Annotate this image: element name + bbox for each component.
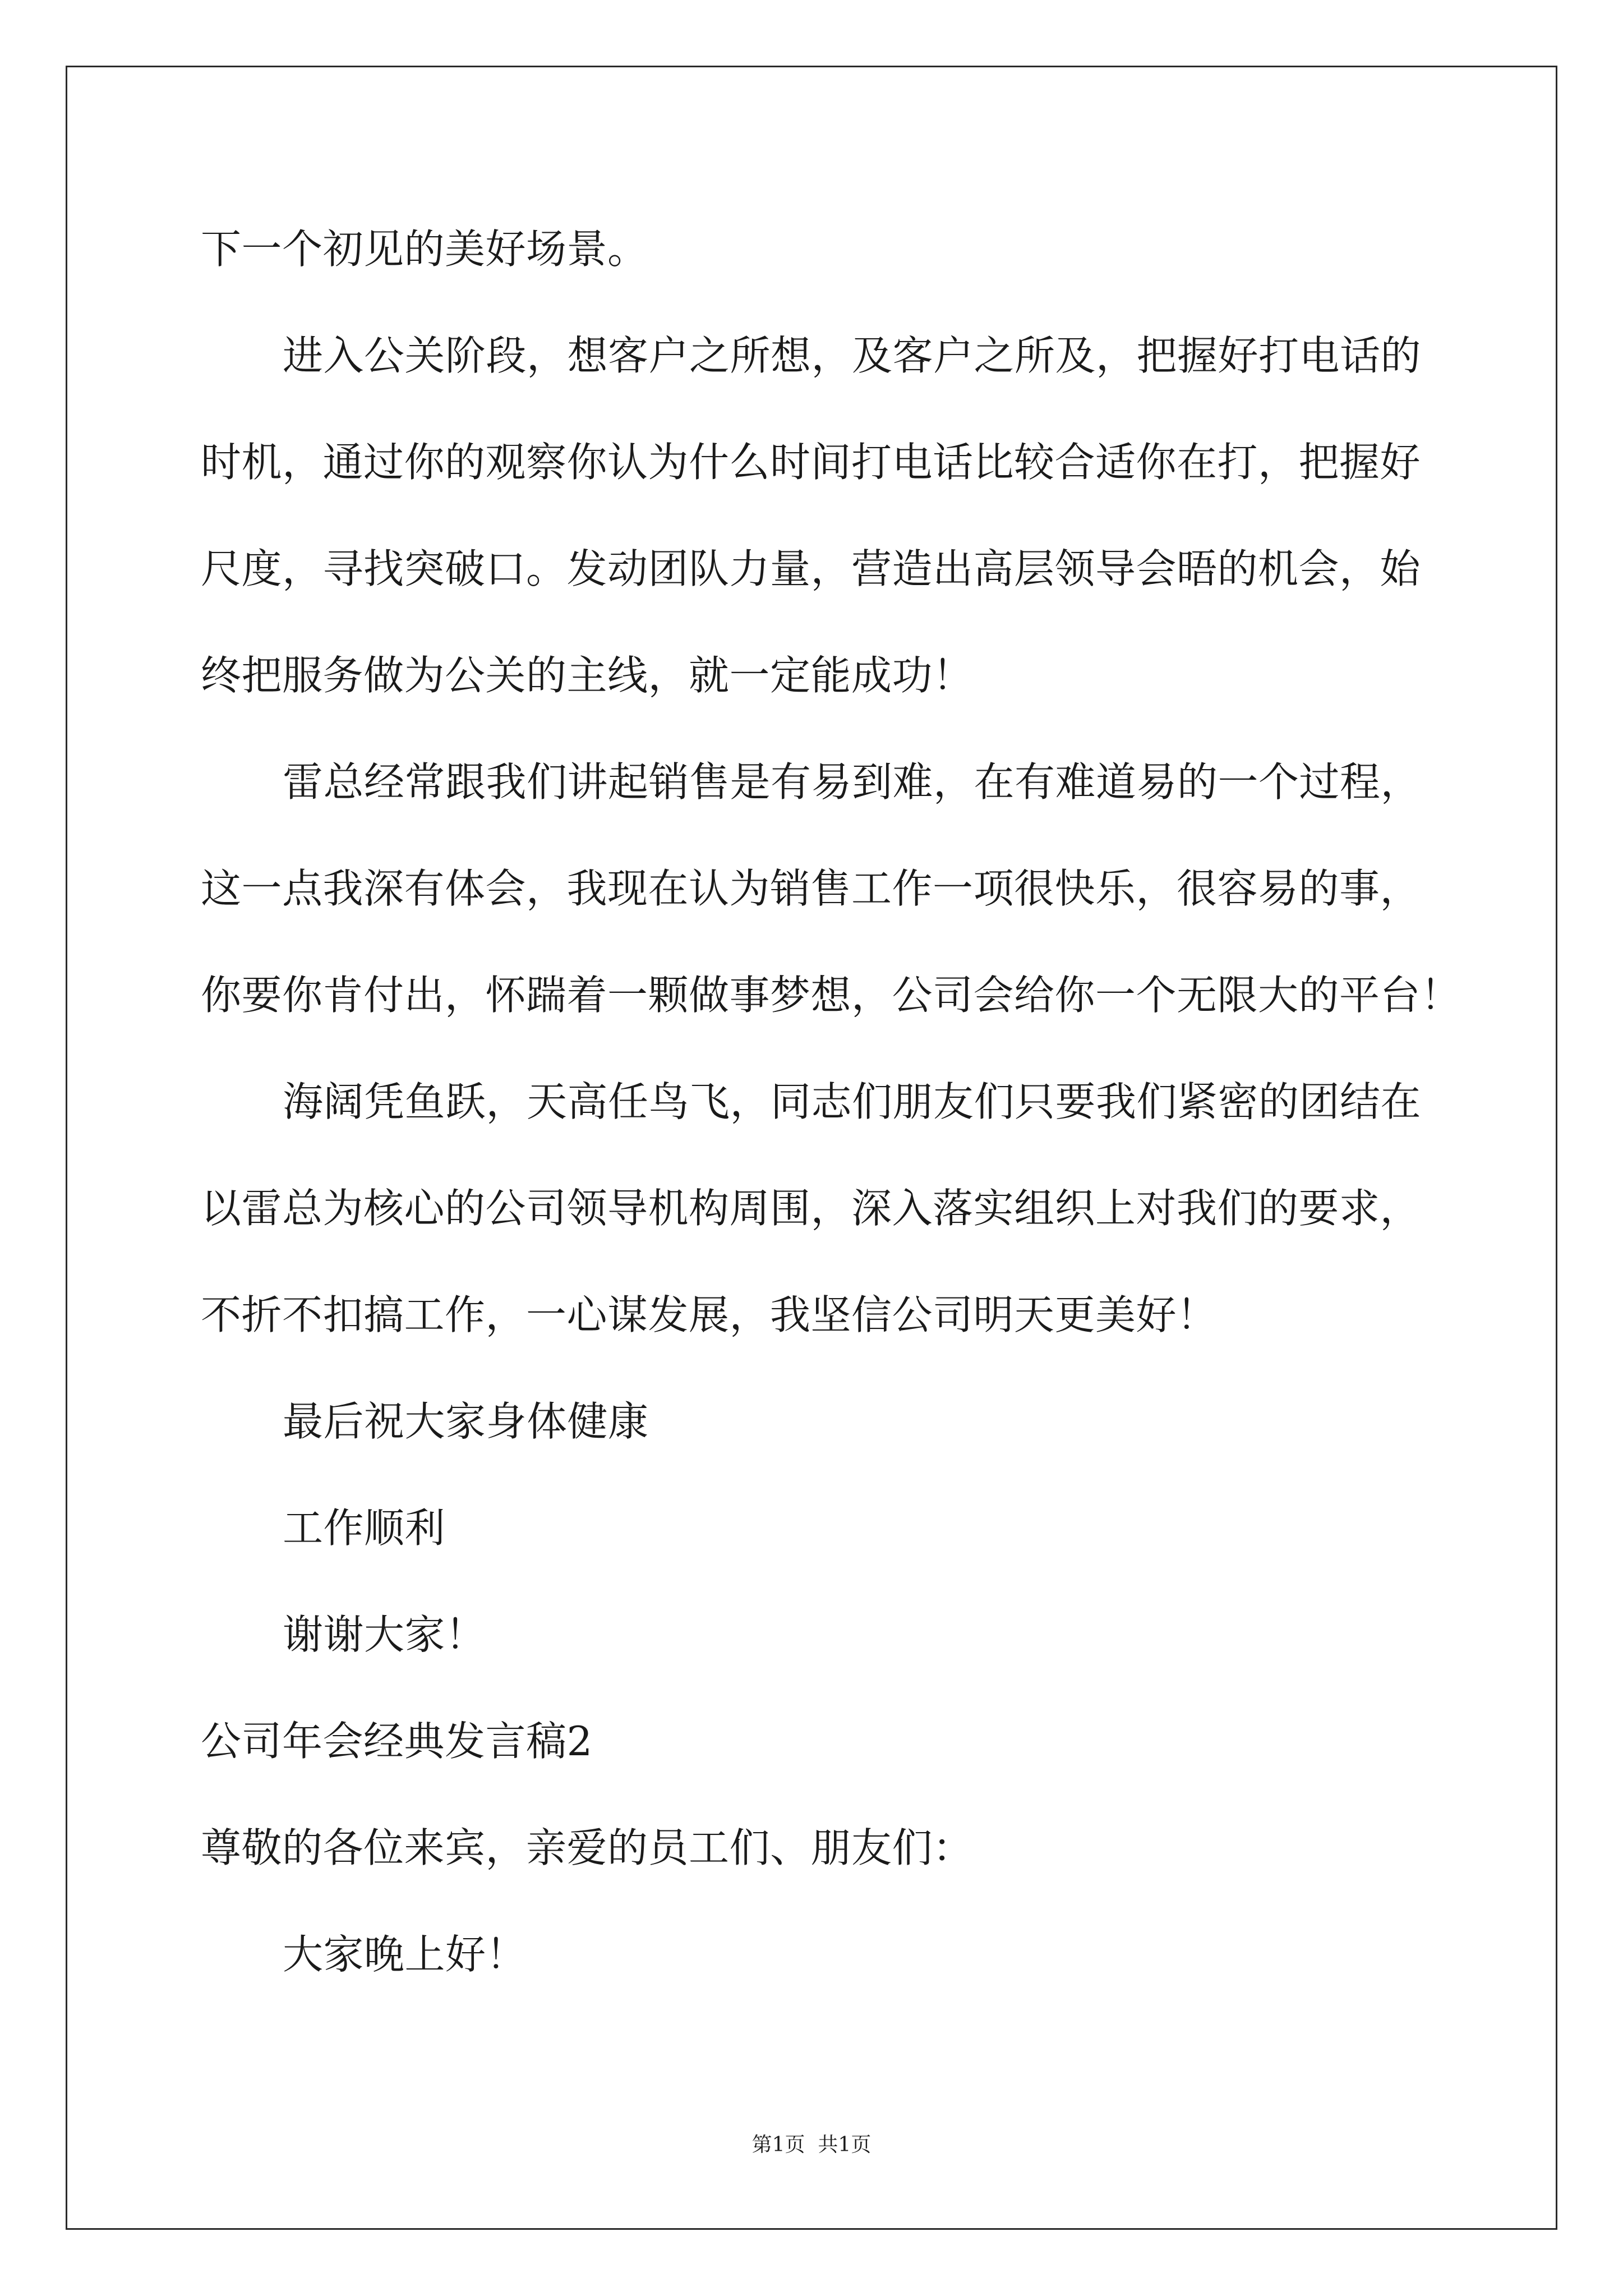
closing-thanks-line: 谢谢大家！ bbox=[283, 1611, 486, 1658]
paragraph-continuation-line: 下一个初见的美好场景。 bbox=[201, 226, 648, 273]
closing-wish-line: 工作顺利 bbox=[283, 1504, 446, 1552]
document-body bbox=[201, 196, 1536, 2008]
closing-wish-line: 最后祝大家身体健康 bbox=[283, 1398, 649, 1445]
salutation-line: 尊敬的各位来宾，亲爱的员工们、朋友们： bbox=[201, 1824, 974, 1871]
paragraph-continuation-line: 这一点我深有体会，我现在认为销售工作一项很快乐，很容易的事， bbox=[201, 865, 1421, 912]
page-number-footer: 第1页 共1页 bbox=[751, 2133, 872, 2156]
paragraph-continuation-line: 你要你肯付出，怀踹着一颗做事梦想，公司会给你一个无限大的平台！ bbox=[201, 972, 1461, 1019]
paragraph-first-line: 海阔凭鱼跃，天高任鸟飞，同志们朋友们只要我们紧密的团结在 bbox=[283, 1078, 1422, 1125]
paragraph-continuation-line: 终把服务做为公关的主线，就一定能成功！ bbox=[201, 652, 974, 699]
greeting-line: 大家晚上好！ bbox=[283, 1931, 527, 1978]
paragraph-first-line: 进入公关阶段，想客户之所想，及客户之所及，把握好打电话的 bbox=[283, 332, 1422, 379]
paragraph-continuation-line: 时机，通过你的观察你认为什么时间打电话比较合适你在打，把握好 bbox=[201, 439, 1421, 486]
paragraph-continuation-line: 以雷总为核心的公司领导机构周围，深入落实组织上对我们的要求， bbox=[201, 1185, 1421, 1232]
paragraph-first-line: 雷总经常跟我们讲起销售是有易到难，在有难道易的一个过程， bbox=[283, 758, 1422, 806]
section-heading: 公司年会经典发言稿2 bbox=[201, 1718, 593, 1765]
paragraph-continuation-line: 尺度，寻找突破口。发动团队力量，营造出高层领导会晤的机会，始 bbox=[201, 545, 1421, 592]
paragraph-continuation-line: 不折不扣搞工作，一心谋发展，我坚信公司明天更美好！ bbox=[201, 1291, 1218, 1338]
